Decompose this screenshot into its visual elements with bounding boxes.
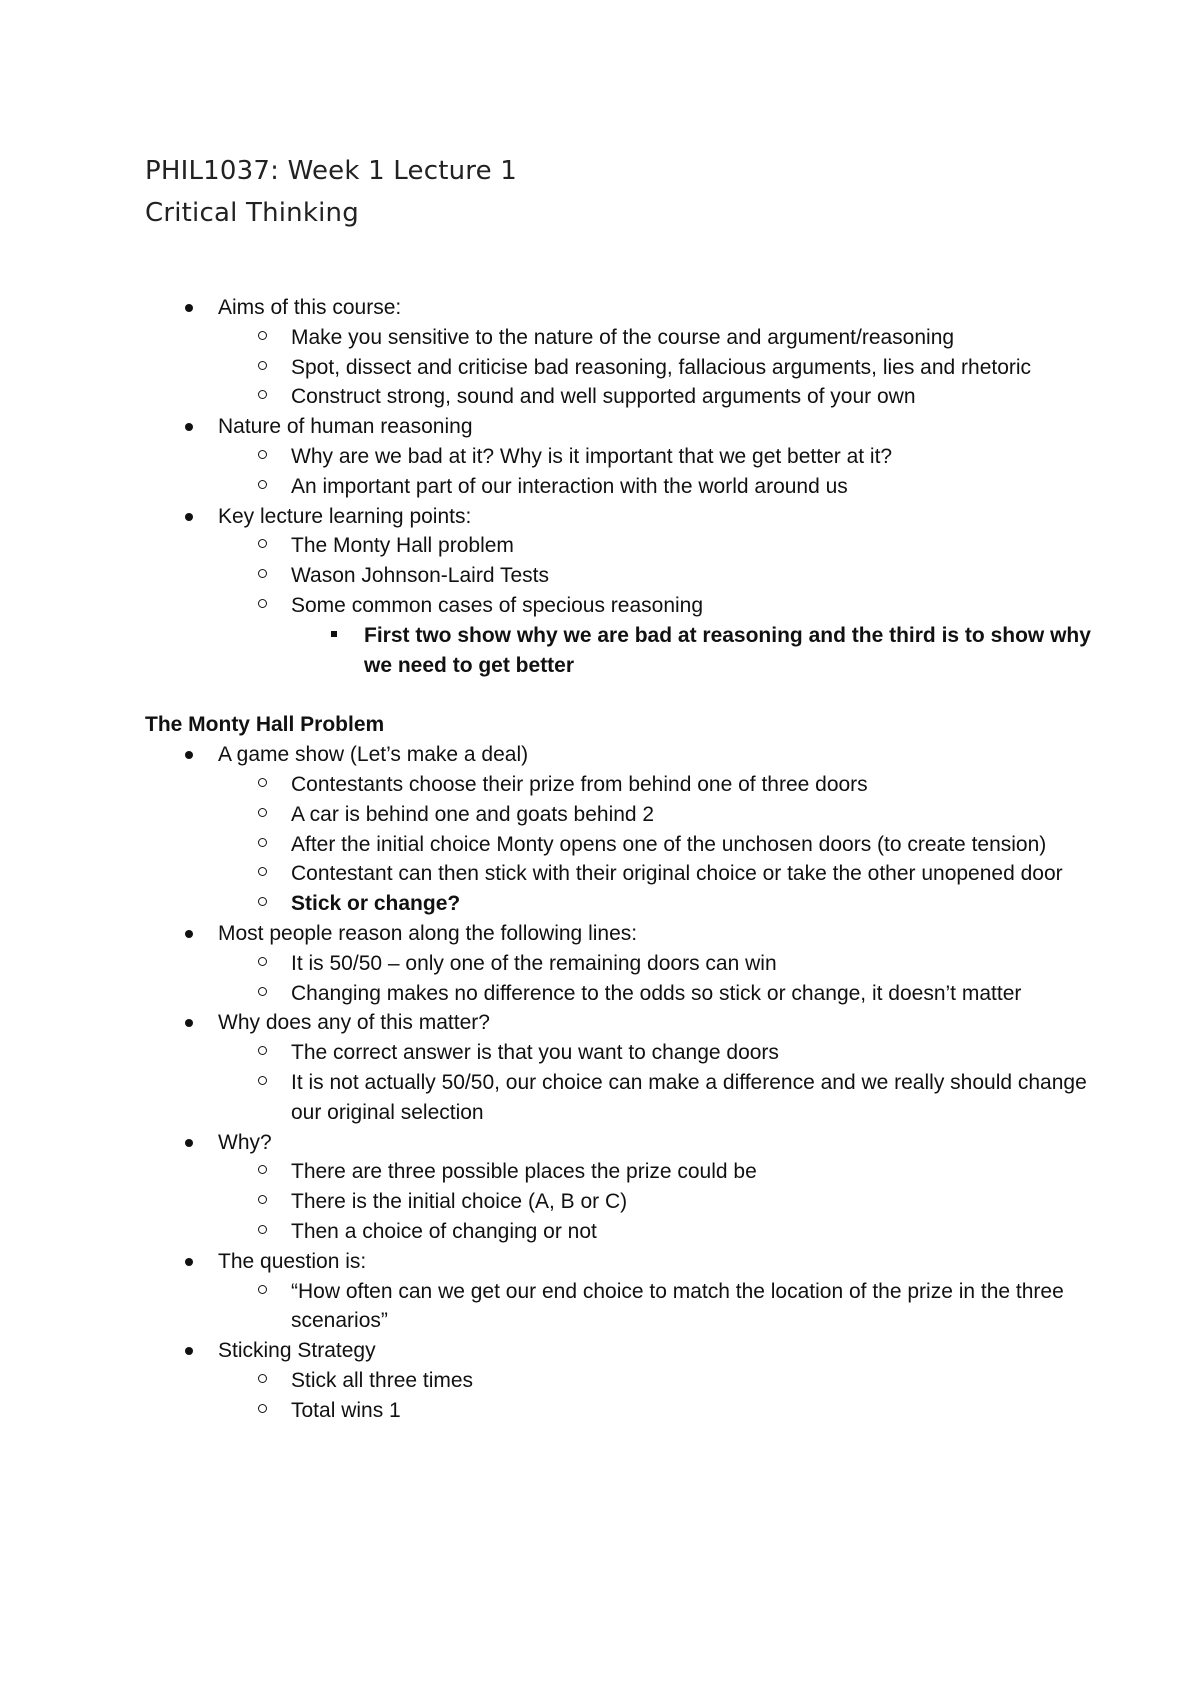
list-item — [145, 502, 1105, 681]
circle-bullet-icon — [258, 480, 267, 489]
bullet-icon — [185, 513, 193, 521]
title-block — [145, 150, 517, 234]
circle-bullet-icon — [258, 1195, 267, 1204]
list-item-text: Nature of human reasoning — [218, 415, 473, 439]
sub-list-item — [218, 1157, 1105, 1187]
list-item-text: A game show (Let’s make a deal) — [218, 743, 529, 767]
sub-list-item — [218, 382, 1105, 412]
sub-list-item-text: Contestants choose their prize from behind one of three doors — [291, 772, 868, 796]
sub-list-item-text: Contestant can then stick with their original choice or take the other unopened door — [291, 862, 1063, 886]
sub-list-item — [218, 1396, 1105, 1426]
circle-bullet-icon — [258, 778, 267, 787]
bullet-icon — [185, 423, 193, 431]
sub-list-item — [218, 889, 1105, 919]
sub-list — [218, 1038, 1105, 1127]
circle-bullet-icon — [258, 1046, 267, 1055]
sub-list-item-text: There is the initial choice (A, B or C) — [291, 1190, 628, 1214]
sub-list — [218, 442, 1105, 502]
circle-bullet-icon — [258, 331, 267, 340]
sub-list-item-text: Total wins 1 — [291, 1398, 401, 1422]
sub-list-item-text: Changing makes no difference to the odds so stick or change, it doesn’t matter — [291, 981, 1022, 1005]
circle-bullet-icon — [258, 569, 267, 578]
sub-list-item — [218, 442, 1105, 472]
document-body — [145, 293, 1105, 1425]
circle-bullet-icon — [258, 390, 267, 399]
sub-list-item-text: After the initial choice Monty opens one of the unchosen doors (to create tension) — [291, 832, 1047, 856]
sub-list-item — [218, 472, 1105, 502]
sub-list-item — [218, 1038, 1105, 1068]
circle-bullet-icon — [258, 599, 267, 608]
circle-bullet-icon — [258, 361, 267, 370]
list-item-text: Most people reason along the following lines: — [218, 921, 638, 945]
sub-list-item-text: The Monty Hall problem — [291, 534, 514, 558]
circle-bullet-icon — [258, 1374, 267, 1383]
sub-list — [218, 323, 1105, 412]
sub-list — [218, 531, 1105, 680]
circle-bullet-icon — [258, 987, 267, 996]
sub-list-item — [218, 531, 1105, 561]
list-item — [145, 293, 1105, 412]
circle-bullet-icon — [258, 1225, 267, 1234]
bullet-icon — [185, 1019, 193, 1027]
square-bullet-icon — [331, 631, 337, 637]
sub-list-item — [218, 1217, 1105, 1247]
list-item-text: The question is: — [218, 1249, 367, 1273]
sub-list-item — [218, 800, 1105, 830]
circle-bullet-icon — [258, 1285, 267, 1294]
section-heading: The Monty Hall Problem — [145, 713, 385, 737]
sub-list — [218, 949, 1105, 1009]
sub-list-item-text: Then a choice of changing or not — [291, 1219, 597, 1243]
sub-list-item — [218, 1277, 1105, 1337]
list-item — [145, 919, 1105, 1008]
sub-list-item — [218, 770, 1105, 800]
sub-list-item — [218, 323, 1105, 353]
circle-bullet-icon — [258, 1165, 267, 1174]
sub-sub-list-item — [291, 621, 1105, 681]
sub-list-item-text: Stick all three times — [291, 1368, 474, 1392]
page-title: PHIL1037: Week 1 Lecture 1 — [145, 156, 517, 186]
list-item-text: Key lecture learning points: — [218, 504, 472, 528]
sub-list-item — [218, 561, 1105, 591]
list-item-text: Sticking Strategy — [218, 1339, 376, 1363]
sub-list-item-text: Construct strong, sound and well supported arguments of your own — [291, 385, 916, 409]
list-item-text: Why? — [218, 1130, 272, 1154]
sub-list-item-text: Why are we bad at it? Why is it important that we get better at it? — [291, 444, 893, 468]
sub-list-item — [218, 949, 1105, 979]
bullet-icon — [185, 1258, 193, 1266]
page-subtitle: Critical Thinking — [145, 198, 359, 228]
sub-list-item-text: Stick or change? — [291, 892, 461, 916]
bullet-icon — [185, 1139, 193, 1147]
sub-list-item — [218, 1366, 1105, 1396]
circle-bullet-icon — [258, 539, 267, 548]
circle-bullet-icon — [258, 808, 267, 817]
sub-list-item-text: “How often can we get our end choice to match the location of the prize in the three scenarios” — [291, 1279, 1064, 1333]
sub-sub-list-item-text: First two show why we are bad at reasoning and the third is to show why we need to get better — [364, 623, 1091, 677]
circle-bullet-icon — [258, 1404, 267, 1413]
sub-list-item — [218, 830, 1105, 860]
list-item — [145, 1128, 1105, 1247]
sub-list-item — [218, 353, 1105, 383]
sub-list-item — [218, 591, 1105, 680]
sub-list — [218, 1366, 1105, 1426]
sub-list-item — [218, 979, 1105, 1009]
sub-list — [218, 770, 1105, 919]
circle-bullet-icon — [258, 867, 267, 876]
list-item — [145, 740, 1105, 919]
sub-sub-list — [291, 621, 1105, 681]
sub-list-item-text: Make you sensitive to the nature of the course and argument/reasoning — [291, 325, 955, 349]
sub-list-item-text: There are three possible places the prize could be — [291, 1160, 757, 1184]
sub-list-item-text: It is not actually 50/50, our choice can make a difference and we really should change our original selection — [291, 1070, 1087, 1124]
sub-list-item-text: It is 50/50 – only one of the remaining doors can win — [291, 951, 777, 975]
sub-list — [218, 1157, 1105, 1246]
circle-bullet-icon — [258, 838, 267, 847]
list-item — [145, 1247, 1105, 1336]
circle-bullet-icon — [258, 957, 267, 966]
sub-list-item-text: Spot, dissect and criticise bad reasoning, fallacious arguments, lies and rhetoric — [291, 355, 1032, 379]
list-item — [145, 412, 1105, 501]
sub-list-item — [218, 1068, 1105, 1128]
sub-list-item-text: Wason Johnson-Laird Tests — [291, 564, 549, 588]
sub-list-item-text: The correct answer is that you want to change doors — [291, 1041, 779, 1065]
list-item — [145, 1008, 1105, 1127]
bullet-icon — [185, 930, 193, 938]
sub-list-item — [218, 1187, 1105, 1217]
circle-bullet-icon — [258, 450, 267, 459]
sub-list-item-text: A car is behind one and goats behind 2 — [291, 802, 655, 826]
circle-bullet-icon — [258, 897, 267, 906]
bullet-icon — [185, 751, 193, 759]
sub-list — [218, 1277, 1105, 1337]
list-item-text: Aims of this course: — [218, 296, 402, 319]
aims-list — [145, 293, 1105, 680]
monty-hall-list — [145, 740, 1105, 1425]
sub-list-item — [218, 859, 1105, 889]
bullet-icon — [185, 1347, 193, 1355]
sub-list-item-text: Some common cases of specious reasoning — [291, 593, 704, 617]
list-item-text: Why does any of this matter? — [218, 1011, 490, 1035]
list-item — [145, 1336, 1105, 1425]
sub-list-item-text: An important part of our interaction with the world around us — [291, 474, 848, 498]
bullet-icon — [185, 304, 193, 312]
circle-bullet-icon — [258, 1076, 267, 1085]
